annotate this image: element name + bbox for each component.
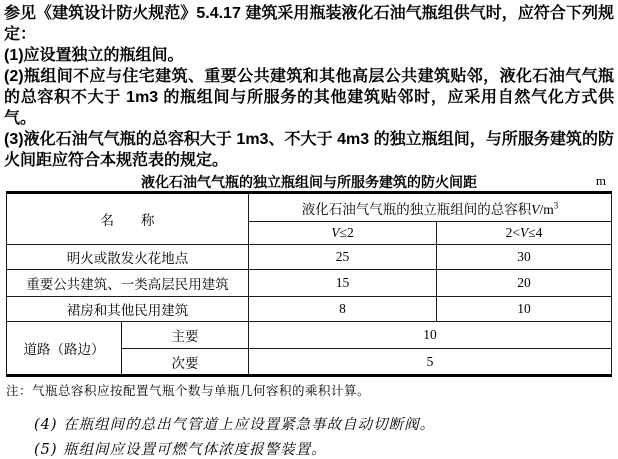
intro-item-1: (1)应设置独立的瓶组间。	[4, 47, 184, 64]
row-value-cell: 8	[249, 297, 437, 322]
row-value-cell: 20	[437, 270, 612, 297]
table-unit-label: m	[595, 173, 606, 188]
footer-section	[4, 416, 614, 459]
fire-separation-table	[6, 191, 612, 377]
row-value-cell: 25	[249, 245, 437, 270]
row-value-cell: 15	[249, 270, 437, 297]
table-caption-row	[4, 172, 614, 191]
footer-item-4: (4) 在瓶组间的总出气管道上应设置紧急事故自动切断阀。	[34, 417, 436, 433]
road-label-cell: 道路（路边）	[7, 322, 122, 376]
header-cell-volume-group	[249, 193, 612, 222]
row-name-cell: 重要公共建筑、一类高层民用建筑	[7, 270, 249, 297]
footer-item-5: (5) 瓶组间应设置可燃气体浓度报警装置。	[34, 442, 327, 458]
intro-item-2: (2)瓶组间不应与住宅建筑、重要公共建筑和其他高层公共建筑贴邻，液化石油气气瓶的总容积不大于 1m3 的瓶组间与所服务的其他建筑贴邻时，应采用自然气化方式供气。	[4, 68, 614, 127]
volume-unit-exponent: 3	[553, 200, 559, 210]
row-name-cell: 裙房和其他民用建筑	[7, 297, 249, 322]
table-title: 液化石油气气瓶的独立瓶组间与所服务建筑的防火间距	[141, 174, 477, 190]
road-sub-cell: 次要	[122, 349, 249, 376]
row-value-cell: 30	[437, 245, 612, 270]
road-sub-cell: 主要	[122, 322, 249, 349]
table-row	[7, 245, 612, 270]
volume-unit: /m	[539, 201, 554, 217]
road-value-cell: 5	[249, 349, 612, 376]
road-value-cell: 10	[249, 322, 612, 349]
row-value-cell: 10	[437, 297, 612, 322]
intro-section	[4, 3, 614, 171]
table-row	[7, 297, 612, 322]
volume-symbol: V	[531, 201, 540, 217]
table-row	[7, 270, 612, 297]
row-name-cell: 明火或散发火花地点	[7, 245, 249, 270]
table-note: 注：气瓶总容积应按配置气瓶个数与单瓶几何容积的乘积计算。	[6, 384, 371, 398]
header-cell-name: 名 称	[7, 193, 249, 245]
volume-header-prefix: 液化石油气气瓶的独立瓶组间的总容积	[301, 201, 532, 217]
table-row-road-main	[7, 322, 612, 349]
header-cell-2-lt-v-le-4: 2<V≤4	[437, 222, 612, 245]
header-cell-v-le-2: V≤2	[249, 222, 437, 245]
intro-item-3: (3)液化石油气气瓶的总容积大于 1m3、不大于 4m3 的独立瓶组间，与所服务建筑的防火间距应符合本规范表的规定。	[4, 131, 614, 169]
intro-lead-paragraph: 参见《建筑设计防火规范》5.4.17 建筑采用瓶装液化石油气瓶组供气时，应符合下列规定：	[4, 5, 614, 43]
table-header-row-1	[7, 193, 612, 222]
